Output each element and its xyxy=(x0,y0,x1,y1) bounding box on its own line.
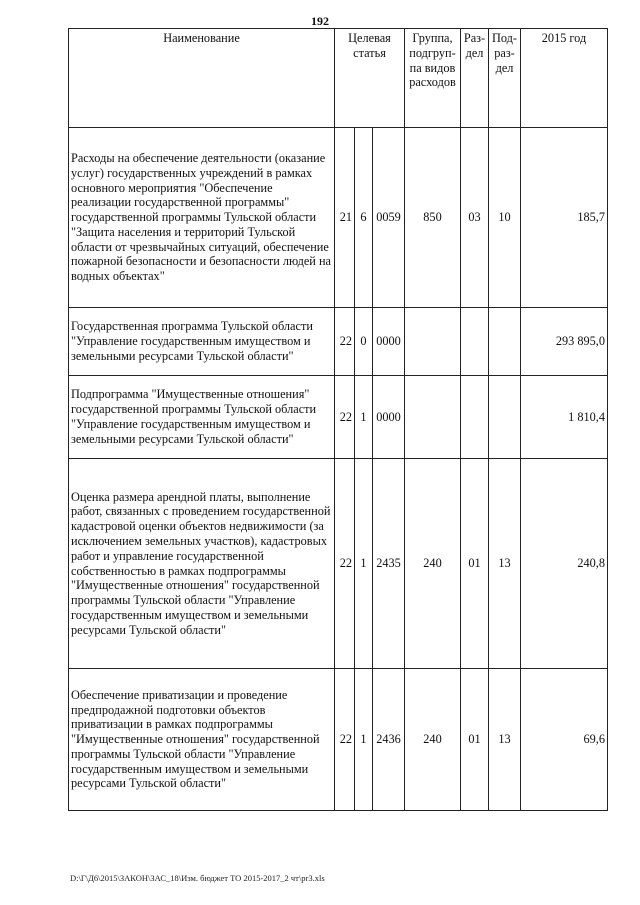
footer-file-path: D:\Г\Д6\2015\ЗАКОН\ЗАС_18\Изм. бюджет ТО 2015-2017_2 чт\pr3.xls xyxy=(70,873,325,883)
header-expense-group: Группа, подгруп-па видов расходов xyxy=(405,29,461,128)
row-section xyxy=(461,308,489,376)
row-subsection: 13 xyxy=(489,669,521,811)
row-name: Оценка размера арендной платы, выполнение работ, связанных с проведением государственной кадастровой оценки объектов недвижимости (за исключением земельных участков), кадастровых работ и управление государственной собственностью в рамках подпрограммы "Имущественные отношения" государственной программы Тульской области "Управление государственным имуществом и земельными ресурсами Тульской области" xyxy=(69,459,335,669)
row-code-program: 21 xyxy=(335,128,355,308)
row-code-direction: 0059 xyxy=(373,128,405,308)
row-amount: 240,8 xyxy=(521,459,608,669)
row-amount: 1 810,4 xyxy=(521,376,608,459)
row-section: 01 xyxy=(461,669,489,811)
budget-table xyxy=(68,28,608,811)
row-code-direction: 2436 xyxy=(373,669,405,811)
row-code-subprogram: 1 xyxy=(355,669,373,811)
row-expense-group: 850 xyxy=(405,128,461,308)
page-number: 192 xyxy=(311,14,329,28)
header-target-article: Целевая статья xyxy=(335,29,405,128)
row-amount: 69,6 xyxy=(521,669,608,811)
row-name: Обеспечение приватизации и проведение предпродажной подготовки объектов приватизации в рамках подпрограммы "Имущественные отношения" государственной программы Тульской области "Управление государственным имуществом и земельными ресурсами Тульской области" xyxy=(69,669,335,811)
header-year: 2015 год xyxy=(521,29,608,128)
row-code-program: 22 xyxy=(335,376,355,459)
row-code-direction: 0000 xyxy=(373,308,405,376)
row-code-subprogram: 0 xyxy=(355,308,373,376)
row-code-direction: 2435 xyxy=(373,459,405,669)
row-code-subprogram: 6 xyxy=(355,128,373,308)
row-name: Расходы на обеспечение деятельности (оказание услуг) государственных учреждений в рамках основного мероприятия "Обеспечение реализации государственной программы" государственной программы Тульской области "Защита населения и территорий Тульской области от чрезвычайных ситуаций, обеспечение пожарной безопасности и безопасности людей на водных объектах" xyxy=(69,128,335,308)
table-row xyxy=(69,308,608,376)
row-section xyxy=(461,376,489,459)
header-section: Раз-дел xyxy=(461,29,489,128)
row-expense-group: 240 xyxy=(405,669,461,811)
table-row xyxy=(69,669,608,811)
row-section: 03 xyxy=(461,128,489,308)
row-subsection xyxy=(489,308,521,376)
row-expense-group: 240 xyxy=(405,459,461,669)
table-header-row xyxy=(69,29,608,128)
row-expense-group xyxy=(405,308,461,376)
row-subsection: 13 xyxy=(489,459,521,669)
row-code-subprogram: 1 xyxy=(355,376,373,459)
row-code-program: 22 xyxy=(335,308,355,376)
row-name: Подпрограмма "Имущественные отношения" государственной программы Тульской области "Управление государственным имуществом и земельными ресурсами Тульской области" xyxy=(69,376,335,459)
table-row xyxy=(69,128,608,308)
table-row xyxy=(69,459,608,669)
row-subsection xyxy=(489,376,521,459)
row-name: Государственная программа Тульской области "Управление государственным имуществом и земельными ресурсами Тульской области" xyxy=(69,308,335,376)
row-amount: 293 895,0 xyxy=(521,308,608,376)
row-section: 01 xyxy=(461,459,489,669)
table-row xyxy=(69,376,608,459)
row-amount: 185,7 xyxy=(521,128,608,308)
row-code-subprogram: 1 xyxy=(355,459,373,669)
row-subsection: 10 xyxy=(489,128,521,308)
row-expense-group xyxy=(405,376,461,459)
row-code-program: 22 xyxy=(335,459,355,669)
row-code-direction: 0000 xyxy=(373,376,405,459)
header-name: Наименование xyxy=(69,29,335,128)
header-subsection: Под-раз-дел xyxy=(489,29,521,128)
row-code-program: 22 xyxy=(335,669,355,811)
